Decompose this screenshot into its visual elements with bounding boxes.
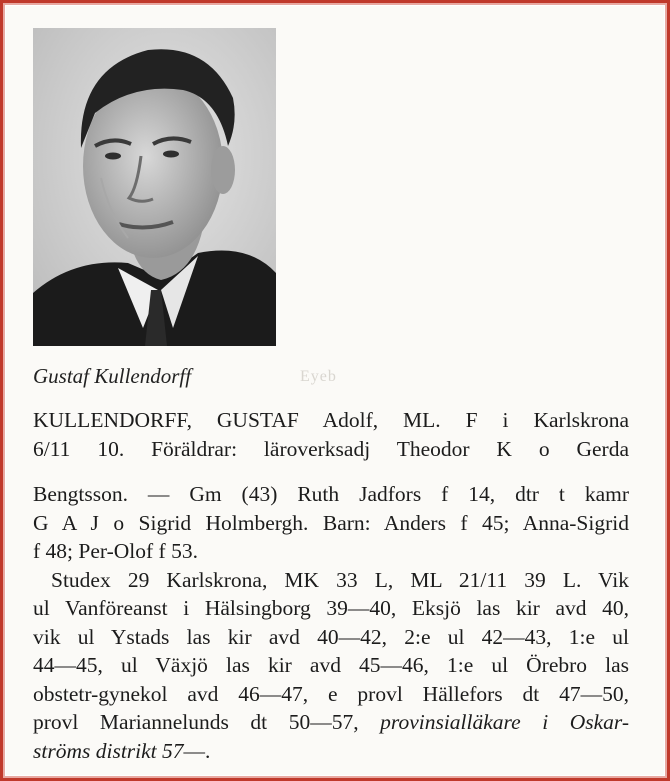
entry-line: obstetr-gynekol avd 46—47, e provl Hällefors dt 47—50, xyxy=(33,681,629,706)
photo-caption: Gustaf Kullendorff xyxy=(33,364,192,388)
entry-text: —. xyxy=(183,738,211,763)
entry-italic-text: ströms distrikt 57 xyxy=(33,738,184,763)
portrait-photo xyxy=(33,28,276,346)
entry-line: KULLENDORFF, GUSTAF Adolf, ML. F i Karlskrona xyxy=(33,408,629,432)
entry-line xyxy=(33,737,629,766)
biography-entry-header xyxy=(33,406,629,463)
entry-line: G A J o Sigrid Holmbergh. Barn: Anders f 45; Anna-Sigrid xyxy=(33,510,629,535)
entry-line: ul Vanföreanst i Hälsingborg 39—40, Eksjö las kir avd 40, xyxy=(33,596,629,620)
entry-text: provl Mariannelunds dt 50—57, xyxy=(33,710,381,734)
entry-line: 44—45, ul Växjö las kir avd 45—46, 1:e ul Örebro las xyxy=(33,653,629,677)
bleed-through-text: Eyeb xyxy=(300,368,337,385)
entry-italic-text: provinsialläkare i Oskar- xyxy=(380,710,629,734)
biography-entry-body xyxy=(33,480,629,765)
portrait-image xyxy=(33,28,276,346)
entry-line: Bengtsson. — Gm (43) Ruth Jadfors f 14, dtr t kamr xyxy=(33,482,629,506)
entry-line xyxy=(33,708,629,737)
entry-line: 6/11 10. Föräldrar: läroverksadj Theodor K o Gerda xyxy=(33,436,629,461)
entry-line: Studex 29 Karlskrona, MK 33 L, ML 21/11 39 L. Vik xyxy=(51,567,629,592)
entry-line: f 48; Per-Olof f 53. xyxy=(33,539,198,563)
entry-line: vik ul Ystads las kir avd 40—42, 2:e ul 42—43, 1:e ul xyxy=(33,624,629,649)
